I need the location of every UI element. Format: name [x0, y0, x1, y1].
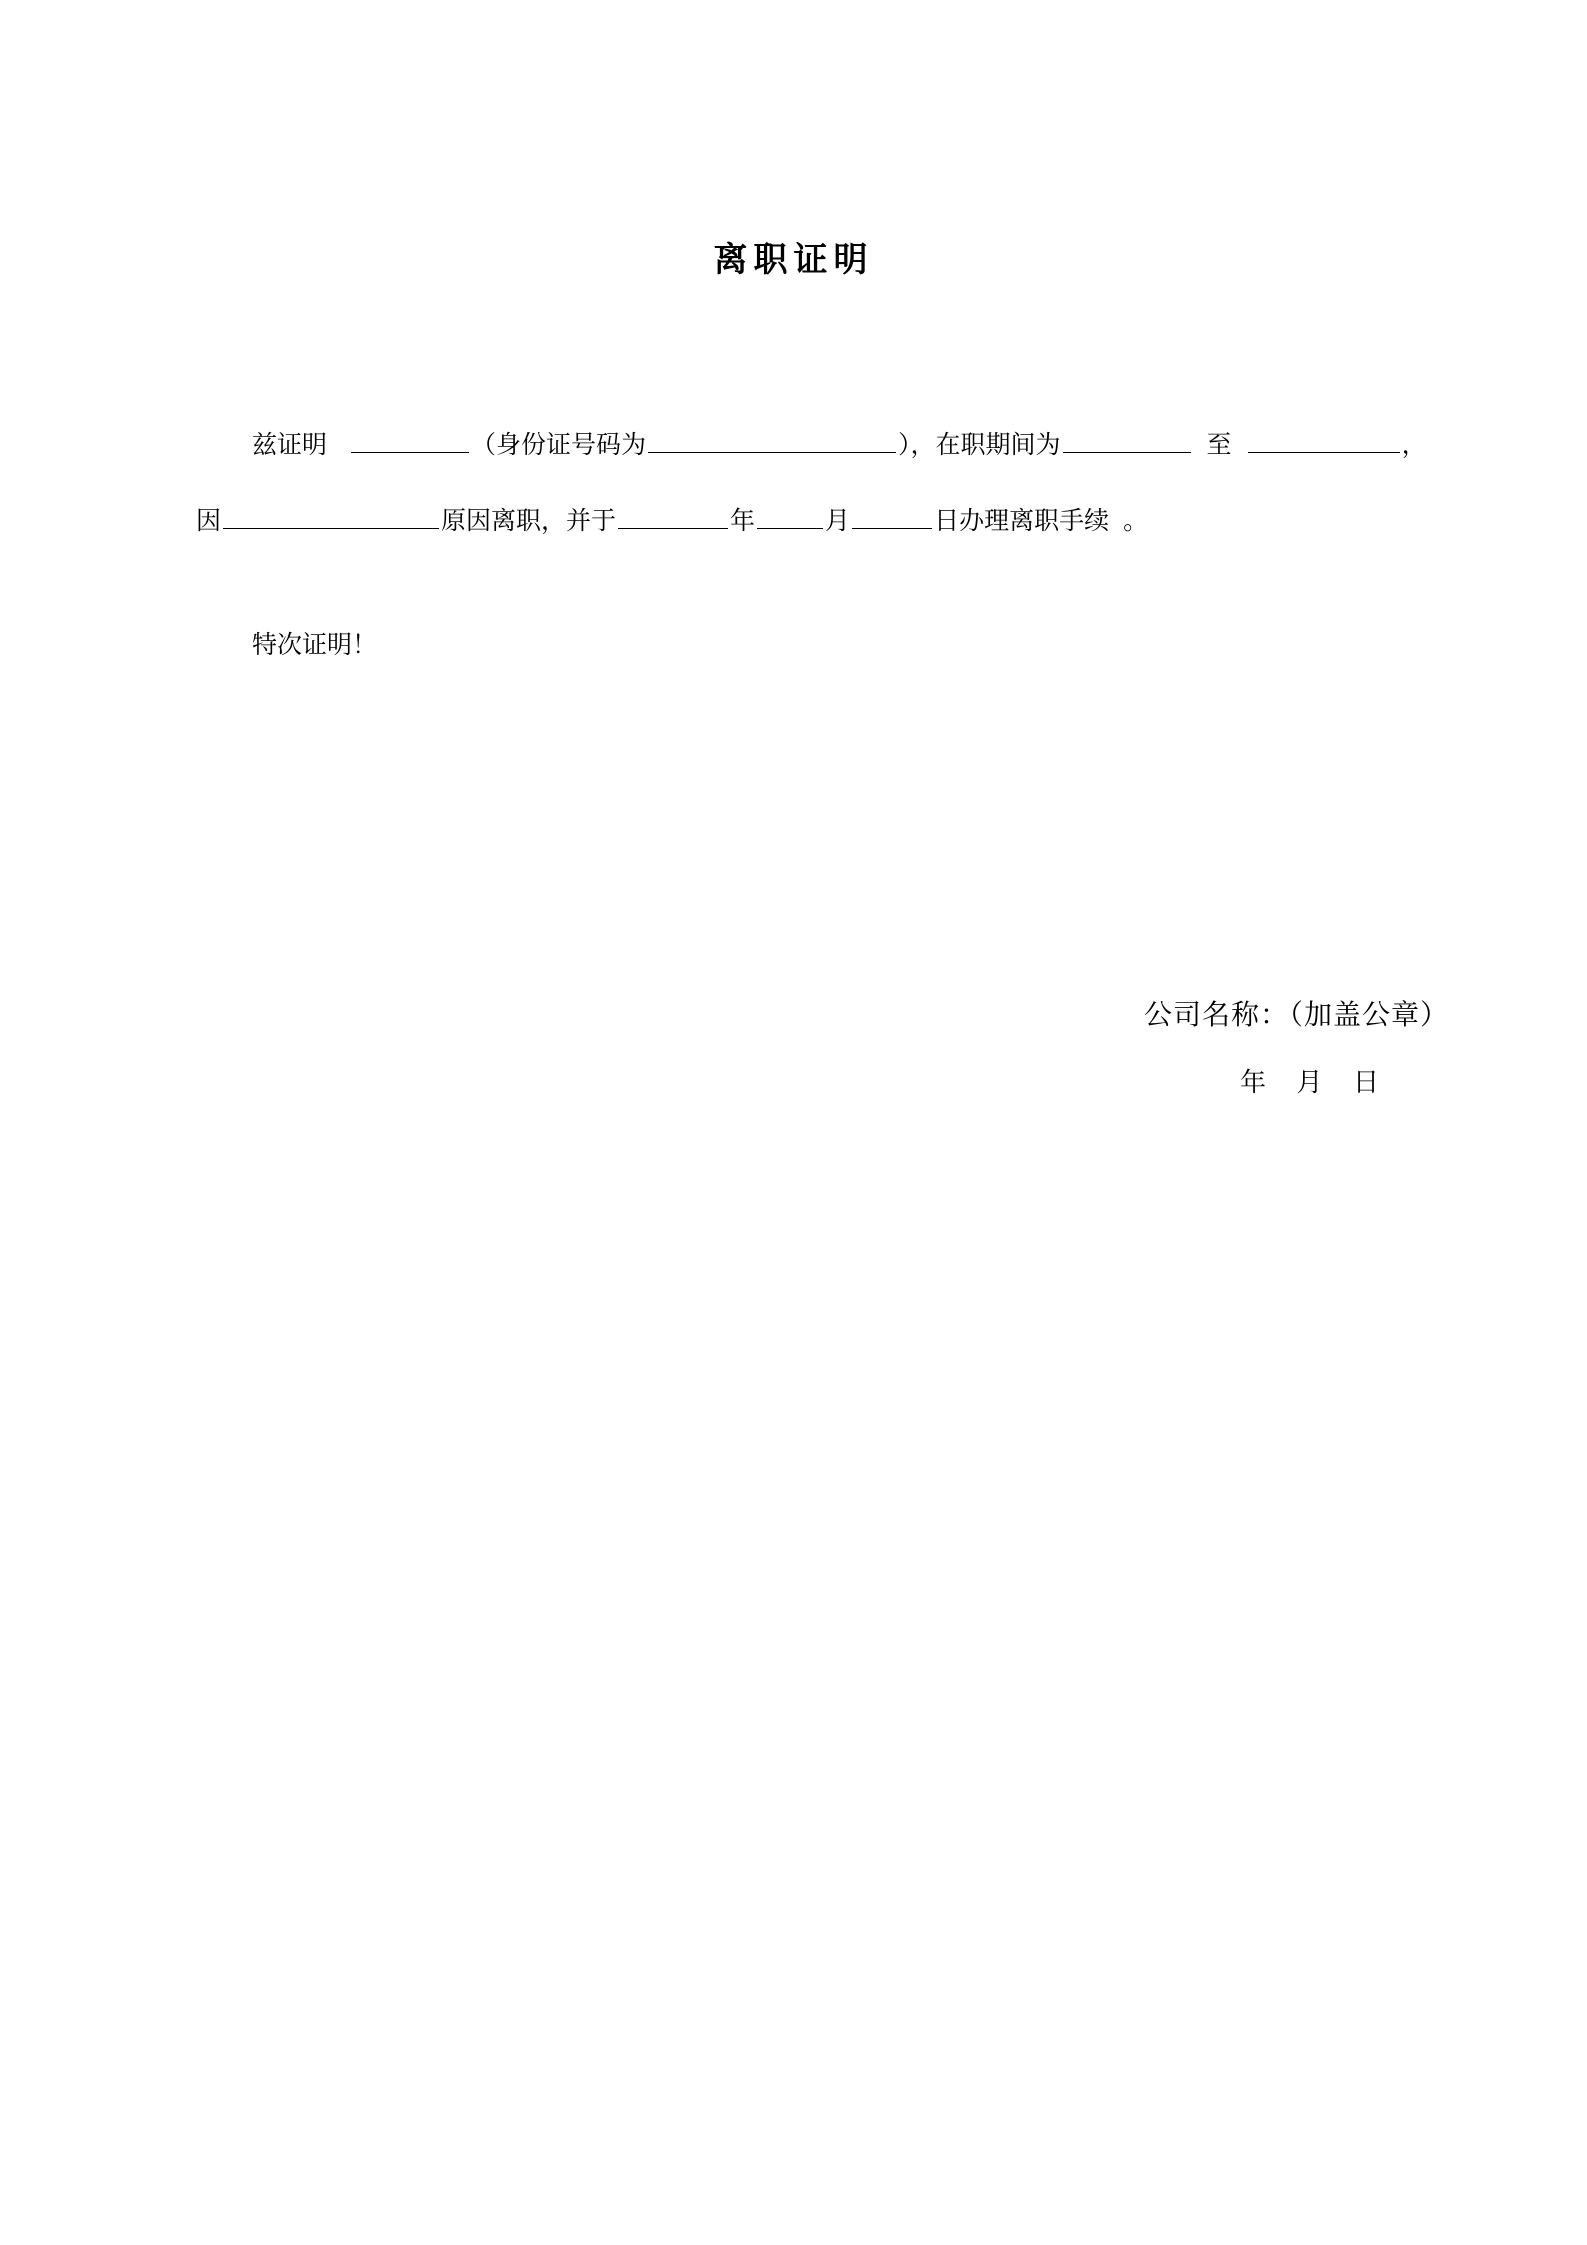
month-unit-text: 月	[825, 508, 851, 535]
line1-end-punctuation: ，	[1401, 432, 1427, 459]
body-paragraph-line-2	[196, 484, 1448, 560]
resignation-reason-blank[interactable]	[223, 502, 439, 529]
employment-start-blank[interactable]	[1063, 426, 1191, 453]
closing-statement: 特次证明！	[252, 632, 378, 659]
company-name-signature-label: 公司名称：（加盖公章）	[1143, 1000, 1449, 1031]
certify-prefix-text: 兹证明	[252, 432, 328, 459]
id-number-prefix-text: （身份证号码为	[471, 432, 647, 459]
line2-end-punctuation: 。	[1123, 508, 1149, 535]
employment-end-blank[interactable]	[1248, 426, 1400, 453]
resignation-month-blank[interactable]	[757, 502, 823, 529]
day-procedure-text: 日办理离职手续	[934, 508, 1110, 535]
page-title: 离职证明	[713, 240, 874, 280]
resignation-date-prefix-text: 原因离职，并于	[441, 508, 617, 535]
employee-name-blank[interactable]	[351, 426, 469, 453]
employment-period-prefix-text: ），在职期间为	[898, 432, 1061, 459]
body-paragraph-line-1	[196, 408, 1448, 484]
reason-prefix-text: 因	[196, 508, 222, 535]
document-body	[196, 408, 1448, 560]
resignation-day-blank[interactable]	[852, 502, 932, 529]
signature-date-line: 年 月 日	[1239, 1068, 1391, 1097]
resignation-year-blank[interactable]	[618, 502, 728, 529]
id-number-blank[interactable]	[648, 426, 896, 453]
year-unit-text: 年	[730, 508, 756, 535]
period-to-text: 至	[1206, 432, 1232, 459]
